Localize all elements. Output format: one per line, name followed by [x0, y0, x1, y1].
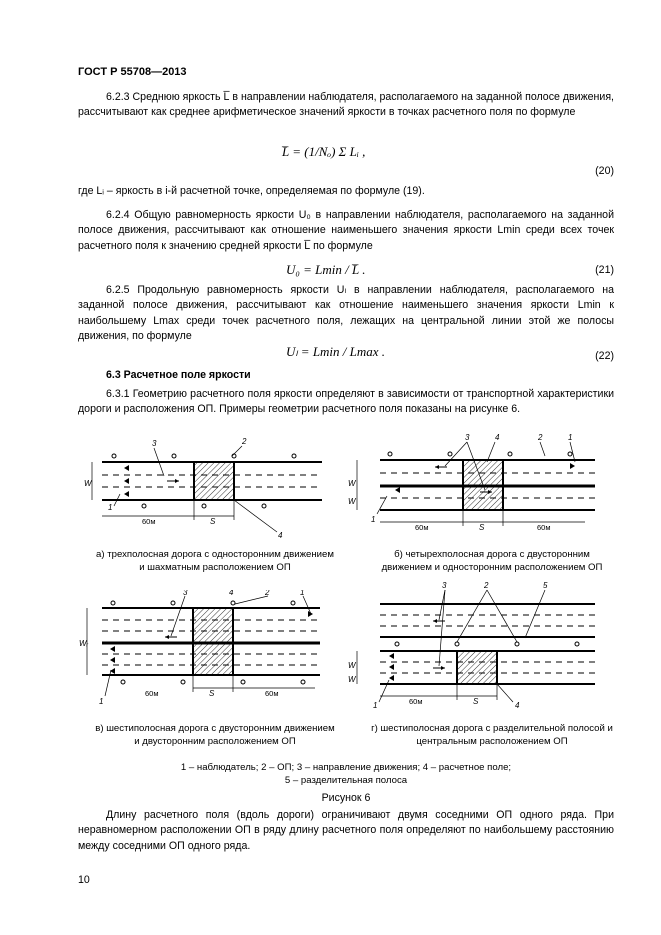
equation-number-22: (22) [595, 350, 614, 362]
page-number: 10 [78, 874, 90, 886]
label-s: S [479, 523, 485, 532]
where-clause: где Lᵢ – яркость в i-й расчетной точке, определяемая по формуле (19). [78, 185, 425, 197]
label-1-observer: 1 [99, 697, 104, 706]
figure-d-diagram [345, 578, 600, 713]
label-60m: 60м [142, 517, 156, 526]
label-5: 5 [543, 581, 548, 590]
label-w-bottom: W [348, 497, 356, 506]
formula-21: U₀ = Lmin / L̅ . [286, 262, 366, 277]
paragraph-6-2-5: 6.2.5 Продольную равномерность яркости Uₗ в направлении наблюдателя, располагаемого на заданной полосе движения, рассчитывают как отношение наименьшего значения яркости Lmin к наибольшему Lmax среди точек расчетного поля, лежащих на центральной линии этой же полосы движения, по формуле [78, 284, 614, 342]
label-60m-right: 60м [537, 523, 551, 532]
formula-20: L̅ = (1/Nₒ) Σ Lᵢ , [282, 144, 366, 159]
paragraph-6-3-1: 6.3.1 Геометрию расчетного поля яркости определяют в зависимости от транспортной характеристики дороги и расположения ОП. Примеры геометрии расчетного поля показаны на рисунке 6. [78, 388, 614, 416]
label-60m: 60м [409, 697, 423, 706]
equation-number-21: (21) [595, 264, 614, 276]
label-60m-left: 60м [145, 689, 159, 698]
label-4: 4 [229, 590, 234, 597]
label-3: 3 [442, 581, 447, 590]
figure-legend-line-2: 5 – разделительная полоса [284, 775, 408, 786]
paragraph-6-2-4: 6.2.4 Общую равномерность яркости U₀ в направлении наблюдателя, располагаемого на заданной полосе движения, рассчитывают как отношение наименьшего значения яркости Lmin среди всех точек расчетного поля к значению средней яркости L̅ по формуле [78, 209, 614, 252]
label-2: 2 [484, 581, 489, 590]
label-w-top: W [348, 661, 356, 670]
label-3: 3 [465, 433, 470, 442]
label-1: 1 [108, 503, 113, 512]
label-2: 2 [265, 590, 270, 597]
label-1: 1 [568, 433, 573, 442]
label-1: 1 [373, 701, 378, 710]
label-w: W [84, 479, 92, 488]
caption-c: в) шестиполосная дорога с двусторонним движением и двусторонним расположением ОП [95, 723, 335, 747]
label-4: 4 [515, 701, 520, 710]
label-1: 1 [300, 590, 305, 597]
label-s: S [209, 689, 215, 698]
figure-legend-line-1: 1 – наблюдатель; 2 – ОП; 3 – направление движения; 4 – расчетное поле; [180, 762, 512, 773]
label-s: S [210, 517, 216, 526]
figure-a-diagram [82, 436, 332, 544]
paragraph-6-2-3: 6.2.3 Среднюю яркость L̅ в направлении наблюдателя, располагаемого на заданной полосе движения, рассчитывают как среднее арифметическое значений яркости в точках расчетного поля по формуле [78, 91, 614, 119]
figure-title: Рисунок 6 [321, 792, 371, 804]
equation-number-20: (20) [595, 165, 614, 177]
label-4: 4 [278, 531, 283, 540]
formula-22: Uₗ = Lmin / Lmax . [286, 344, 386, 359]
caption-a: а) трехполосная дорога с односторонним движением и шахматным расположением ОП [96, 549, 334, 573]
caption-b: б) четырехполосная дорога с двусторонним движением и односторонним расположением ОП [381, 549, 603, 573]
label-60m-left: 60м [415, 523, 429, 532]
section-title-6-3: 6.3 Расчетное поле яркости [106, 369, 251, 381]
label-s: S [473, 697, 479, 706]
label-4: 4 [495, 433, 500, 442]
figure-c-diagram [75, 590, 337, 710]
label-wr: Wᵣ [79, 639, 89, 648]
label-2: 2 [538, 433, 543, 442]
paragraph-final: Длину расчетного поля (вдоль дороги) ограничивают двумя соседними ОП одного ряда. При неравномерном расположении ОП в ряду длину расчетного поля определяют по наибольшему расстоянию между соседними ОП одного ряда. [78, 809, 614, 852]
caption-d: г) шестиполосная дорога с разделительной полосой и центральным расположением ОП [371, 723, 613, 747]
label-w-bottom: W [348, 675, 356, 684]
label-w-top: W [348, 479, 356, 488]
label-2: 2 [242, 437, 247, 446]
label-3: 3 [152, 439, 157, 448]
label-60m-right: 60м [265, 689, 279, 698]
label-1-observer: 1 [371, 515, 376, 524]
label-3: 3 [183, 590, 188, 597]
figure-b-diagram [345, 432, 600, 542]
document-header: ГОСТ Р 55708—2013 [78, 66, 187, 78]
